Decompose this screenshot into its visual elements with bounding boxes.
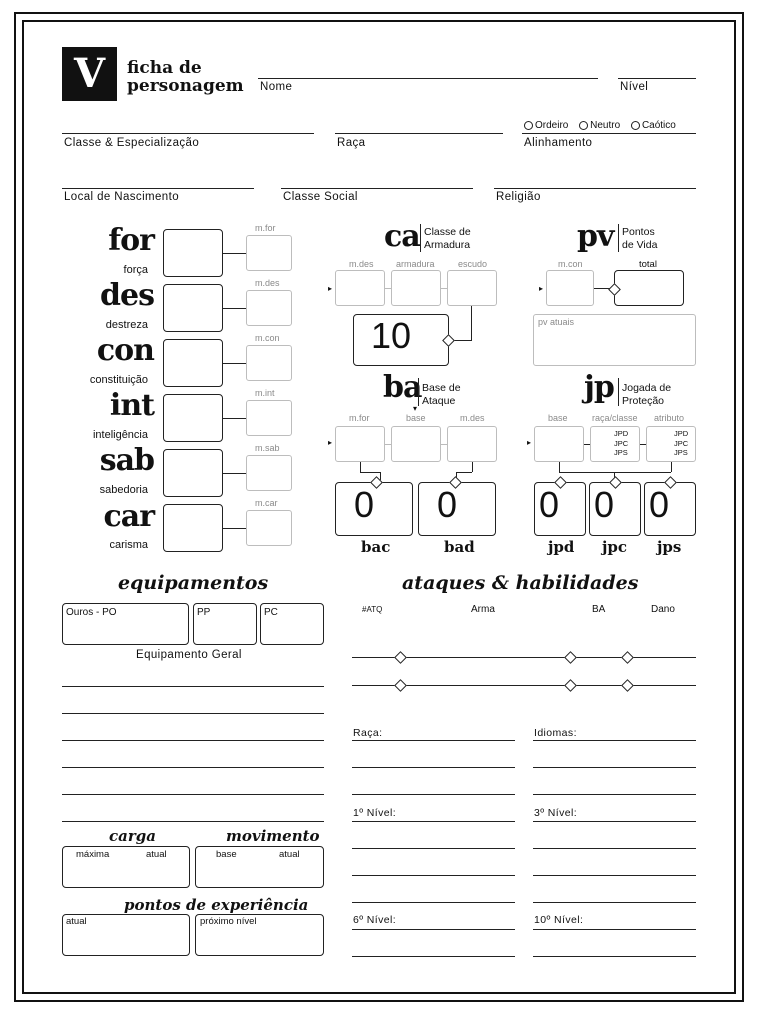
jpc-value: 0 — [594, 484, 615, 525]
connector — [559, 462, 560, 472]
pv-mod-box[interactable] — [546, 270, 594, 306]
coin-pc-label: PC — [264, 607, 278, 618]
ca-divider — [420, 224, 421, 252]
ca-field-label: escudo — [458, 259, 488, 269]
equip-geral-label: Equipamento Geral — [136, 649, 242, 661]
attr-value-box[interactable] — [163, 339, 223, 387]
attr-abbr: int — [109, 388, 154, 423]
col-arma: Arma — [471, 604, 495, 615]
mod-label: m.for — [255, 223, 276, 233]
jp-atributo-subs — [674, 429, 688, 458]
ca-value: 10 — [371, 315, 412, 356]
local-label: Local de Nascimento — [64, 191, 179, 203]
hab-line[interactable] — [533, 767, 696, 768]
connector — [223, 418, 246, 419]
classe-social-label: Classe Social — [283, 191, 358, 203]
jp-arrow-icon: ▸ — [527, 438, 532, 447]
raca-line[interactable] — [335, 133, 503, 134]
connector — [559, 472, 671, 473]
movimento-base-label: base — [216, 849, 237, 860]
sheet-title-line2: personagem — [127, 76, 244, 96]
jp-atributo-box[interactable] — [646, 426, 696, 462]
radio-neutro[interactable]: Neutro — [579, 120, 620, 131]
jp-label1: Jogada de — [622, 382, 672, 394]
mod-label: m.des — [255, 278, 280, 288]
pv-arrow-icon: ▸ — [539, 284, 544, 293]
radio-ordeiro[interactable]: Ordeiro — [524, 120, 568, 131]
ba-abbr: ba — [383, 370, 422, 405]
col-ba: BA — [592, 604, 606, 615]
alinhamento-options — [524, 120, 676, 131]
carga-max-label: máxima — [76, 849, 110, 860]
movimento-atual-label: atual — [279, 849, 300, 860]
mod-label: m.sab — [255, 443, 280, 453]
jp-base-box[interactable] — [534, 426, 584, 462]
attr-abbr: sab — [99, 443, 154, 478]
equip-line[interactable] — [62, 686, 324, 687]
hab-line[interactable] — [352, 902, 515, 903]
connector — [360, 472, 380, 473]
mod-label: m.car — [255, 498, 278, 508]
attr-abbr: con — [96, 333, 154, 368]
hab-line[interactable] — [533, 902, 696, 903]
bad-value: 0 — [437, 484, 458, 525]
mod-box[interactable] — [246, 290, 292, 326]
radio-caotico[interactable]: Caótico — [631, 120, 676, 131]
hab-nivel6-label: 6º Nível: — [353, 914, 397, 926]
equip-line[interactable] — [62, 740, 324, 741]
hab-line[interactable] — [352, 875, 515, 876]
equip-line[interactable] — [62, 794, 324, 795]
jp-field-label: base — [548, 413, 568, 423]
hab-nivel1-label: 1º Nível: — [353, 807, 397, 819]
attr-value-box[interactable] — [163, 394, 223, 442]
ca-field-label: armadura — [396, 259, 435, 269]
pv-divider — [618, 224, 619, 252]
pv-atuais-label: pv atuais — [538, 317, 575, 327]
jpd-label: jpd — [548, 538, 575, 556]
xp-proximo-label: próximo nível — [200, 916, 257, 927]
equipamentos-title: equipamentos — [118, 572, 269, 594]
jpd-sub: JPD — [674, 429, 689, 438]
jpc-sub: JPC — [674, 438, 689, 448]
coin-pp-label: PP — [197, 607, 211, 618]
ca-field-box[interactable] — [335, 270, 385, 306]
ba-field-box[interactable] — [391, 426, 441, 462]
mod-box[interactable] — [246, 510, 292, 546]
attr-abbr: for — [108, 223, 154, 258]
connector — [223, 473, 246, 474]
religiao-line[interactable] — [494, 188, 696, 189]
attr-value-box[interactable] — [163, 229, 223, 277]
connector — [223, 308, 246, 309]
carga-title: carga — [109, 827, 156, 845]
mod-box[interactable] — [246, 235, 292, 271]
jps-value: 0 — [649, 484, 670, 525]
hab-line[interactable] — [533, 821, 696, 822]
hab-idiomas-label: Idiomas: — [534, 727, 577, 739]
hab-line[interactable] — [533, 740, 696, 741]
nome-label: Nome — [260, 81, 293, 93]
ca-field-label: m.des — [349, 259, 374, 269]
ba-field-box[interactable] — [447, 426, 497, 462]
connector — [360, 462, 361, 472]
jp-raca-subs — [614, 429, 628, 458]
jpd-sub: JPD — [614, 429, 629, 438]
pv-total-label: total — [639, 259, 657, 270]
movimento-box[interactable] — [195, 846, 324, 888]
local-line[interactable] — [62, 188, 254, 189]
jp-abbr: jp — [584, 370, 614, 405]
ca-label2: Armadura — [424, 239, 471, 251]
mod-box[interactable] — [246, 400, 292, 436]
logo-letter: V — [73, 50, 106, 97]
hab-line[interactable] — [352, 767, 515, 768]
hab-line[interactable] — [533, 956, 696, 957]
ataques-title: ataques & habilidades — [402, 572, 639, 594]
bac-value: 0 — [354, 484, 375, 525]
mod-label: m.int — [255, 388, 275, 398]
ba-divider — [418, 378, 419, 406]
alinhamento-line[interactable] — [522, 133, 696, 134]
equip-line[interactable] — [62, 713, 324, 714]
coin-po-label: Ouros - PO — [66, 607, 117, 618]
attr-value-box[interactable] — [163, 504, 223, 552]
equip-line[interactable] — [62, 767, 324, 768]
attr-name: inteligência — [92, 429, 148, 441]
mod-box[interactable] — [246, 345, 292, 381]
nome-line[interactable] — [258, 78, 598, 79]
xp-title: pontos de experiência — [124, 896, 309, 914]
ca-abbr: ca — [384, 219, 420, 254]
pv-label2: de Vida — [622, 239, 658, 251]
equip-line[interactable] — [62, 821, 324, 822]
hab-raca-label: Raça: — [353, 727, 383, 739]
bac-label: bac — [361, 538, 391, 556]
hab-line[interactable] — [533, 848, 696, 849]
pv-abbr: pv — [577, 219, 614, 254]
ca-field-box[interactable] — [447, 270, 497, 306]
jp-divider — [618, 378, 619, 406]
attr-name: destreza — [105, 319, 148, 331]
jpc-sub: JPC — [614, 438, 629, 448]
jpc-label: jpc — [602, 538, 628, 556]
connector — [671, 462, 672, 472]
ca-label1: Classe de — [424, 226, 471, 238]
hab-line[interactable] — [352, 794, 515, 795]
nivel-label: Nível — [620, 81, 649, 93]
ca-field-box[interactable] — [391, 270, 441, 306]
attr-name: sabedoria — [99, 484, 148, 496]
col-dano: Dano — [651, 604, 675, 615]
ca-arrow-icon: ▸ — [328, 284, 333, 293]
raca-label: Raça — [337, 137, 366, 149]
connector — [472, 462, 473, 472]
attr-abbr: des — [100, 278, 154, 313]
religiao-label: Religião — [496, 191, 541, 203]
pv-label1: Pontos — [622, 226, 655, 238]
ba-down-arrow-icon: ▾ — [413, 404, 418, 413]
hab-line[interactable] — [533, 875, 696, 876]
hab-line[interactable] — [352, 929, 515, 930]
attr-name: constituição — [89, 374, 148, 386]
connector — [223, 528, 246, 529]
hab-line[interactable] — [533, 794, 696, 795]
classe-label: Classe & Especialização — [64, 137, 200, 149]
jpd-value: 0 — [539, 484, 560, 525]
logo — [62, 47, 117, 101]
hab-nivel3-label: 3º Nível: — [534, 807, 578, 819]
sheet-title-line1: ficha de — [127, 58, 202, 78]
ba-field-label: base — [406, 413, 426, 423]
xp-atual-label: atual — [66, 916, 87, 927]
ba-field-label: m.des — [460, 413, 485, 423]
hab-line[interactable] — [352, 956, 515, 957]
ba-label2: Ataque — [422, 395, 456, 407]
connector — [456, 472, 472, 473]
connector — [471, 306, 472, 340]
hab-nivel10-label: 10º Nível: — [534, 914, 584, 926]
movimento-title: movimento — [226, 827, 320, 845]
attr-name: carisma — [109, 539, 148, 551]
ba-arrow-icon: ▸ — [328, 438, 333, 447]
attr-value-box[interactable] — [163, 449, 223, 497]
carga-atual-label: atual — [146, 849, 167, 860]
hab-line[interactable] — [352, 740, 515, 741]
attr-abbr: car — [103, 499, 154, 534]
pv-total-box[interactable] — [614, 270, 684, 306]
nivel-line[interactable] — [618, 78, 696, 79]
jp-label2: Proteção — [622, 395, 665, 407]
col-atq: #ATQ — [362, 605, 383, 614]
alinhamento-label: Alinhamento — [524, 137, 593, 149]
pv-mod-label: m.con — [558, 259, 583, 269]
connector — [223, 253, 246, 254]
jps-sub: JPS — [614, 448, 628, 457]
bad-label: bad — [444, 538, 475, 556]
connector — [223, 363, 246, 364]
mod-box[interactable] — [246, 455, 292, 491]
hab-line[interactable] — [533, 929, 696, 930]
ba-field-box[interactable] — [335, 426, 385, 462]
hab-line[interactable] — [352, 821, 515, 822]
ba-label1: Base de — [422, 382, 461, 394]
ba-field-label: m.for — [349, 413, 370, 423]
jps-sub: JPS — [674, 448, 688, 457]
mod-label: m.con — [255, 333, 280, 343]
classe-line[interactable] — [62, 133, 314, 134]
jp-field-label: raça/classe — [592, 413, 638, 423]
jp-field-label: atributo — [654, 413, 685, 423]
hab-line[interactable] — [352, 848, 515, 849]
jps-label: jps — [657, 538, 682, 556]
attr-name: força — [123, 264, 148, 276]
attr-value-box[interactable] — [163, 284, 223, 332]
classe-social-line[interactable] — [281, 188, 473, 189]
